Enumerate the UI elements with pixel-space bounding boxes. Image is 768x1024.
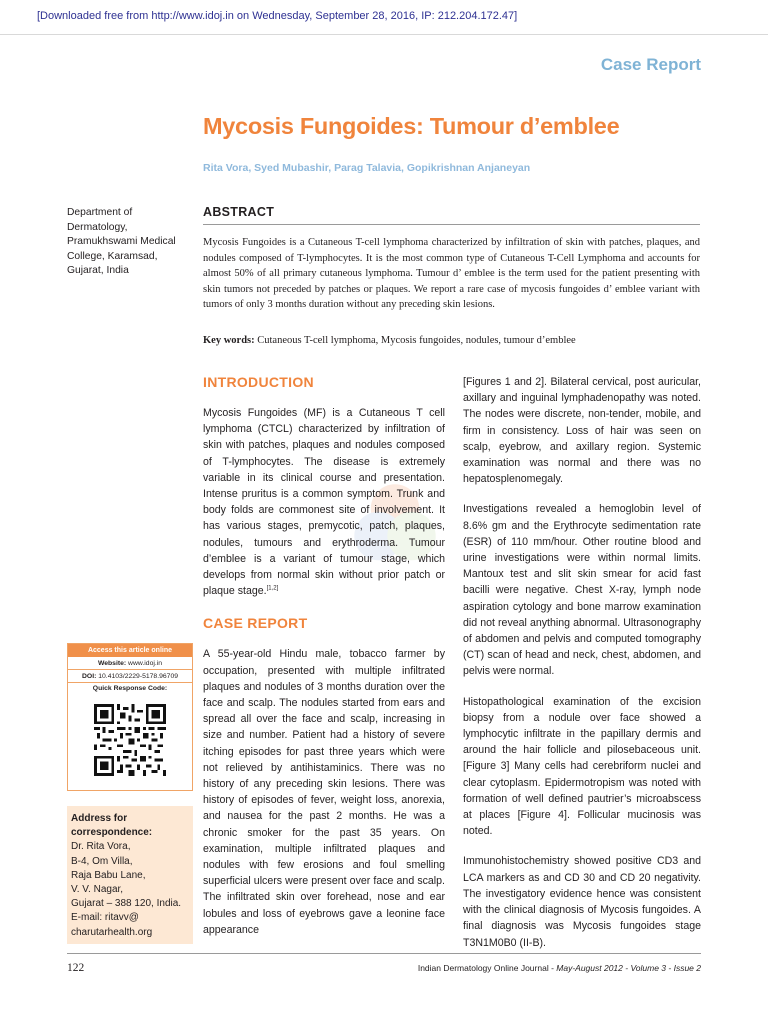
correspondence-address xyxy=(67,806,193,944)
affiliation-line: Gujarat, India xyxy=(67,265,129,276)
right-paragraph: Investigations revealed a hemoglobin level of 8.6% gm and the Erythrocyte sedimentation rate (ESR) of 110 mm/hour. Other routine blood and urine investigations were within normal limits. Mantoux test and slit skin smear for acid fast bacilli were negative. Chest X-ray, lymph node aspiration cytology and bone marrow examination did not reveal anything abnormal. Ultrasonography of abdomen and pelvis and computed tomography (CT) scan of head and neck, chest, abdomen, and pelvis were normal. xyxy=(463,503,701,678)
address-email[interactable]: E-mail: ritavv@ xyxy=(71,912,139,924)
header-divider xyxy=(0,34,768,35)
qr-code-icon[interactable] xyxy=(94,704,166,776)
journal-footer xyxy=(418,963,701,973)
address-email[interactable]: charutarhealth.org xyxy=(71,926,153,938)
introduction-citation: [1,2] xyxy=(266,585,279,592)
address-heading: Address for xyxy=(71,813,128,824)
access-article-box xyxy=(67,643,193,791)
address-line: B-4, Om Villa, xyxy=(71,855,133,867)
access-heading: Access this article online xyxy=(68,644,192,657)
website-label: Website: xyxy=(97,660,127,667)
affiliation-line: Pramukhswami Medical xyxy=(67,236,176,247)
affiliation-line: Dermatology, xyxy=(67,221,128,233)
doi-label: DOI: xyxy=(82,673,97,680)
affiliation xyxy=(67,206,192,279)
page-number: 122 xyxy=(67,962,85,974)
address-line: Dr. Rita Vora, xyxy=(71,841,131,853)
right-column xyxy=(463,374,701,965)
download-notice: [Downloaded free from http://www.idoj.in on Wednesday, September 28, 2016, IP: 212.204.172.47] xyxy=(37,10,518,22)
address-heading: correspondence: xyxy=(71,827,153,839)
keywords-text: Cutaneous T-cell lymphoma, Mycosis fungoides, nodules, tumour d’emblee xyxy=(254,335,576,346)
abstract-heading: ABSTRACT xyxy=(203,205,275,219)
right-paragraph: Immunohistochemistry showed positive CD3 and LCA markers as and CD 30 and CD 20 negativity. The investigatory evidence hence was consistent with the clinical diagnosis of Mycosis fungoides. A final diagnosis was Mycosis fungoides stage T3N1M0B0 (II-B). xyxy=(463,855,701,949)
website-link[interactable]: www.idoj.in xyxy=(126,660,163,667)
qr-label: Quick Response Code: xyxy=(92,685,168,692)
website-row[interactable] xyxy=(68,657,192,670)
doi-value[interactable]: 10.4103/2229-5178.96709 xyxy=(96,673,178,680)
introduction-text: Mycosis Fungoides (MF) is a Cutaneous T cell lymphoma (CTCL) characterized by infiltration of skin with patches, plaques and nodules composed of T-lymphocytes. The disease is extremely variable in its clinical course and presentation. Intense pruritus is a common symptom. Trunk and body folds are commonest site of involvement. It has various stages, premycotic, patch, plaques, nodules, tumours and erythroderma. Tumour d’emblee is a variant of tumour stage, which develops from normal skin without prior patch or plaque stage. xyxy=(203,407,445,598)
address-line: Gujarat – 388 120, India. xyxy=(71,898,182,910)
case-report-text: A 55-year-old Hindu male, tobacco farmer by occupation, presented with multiple infiltrated plaques and nodules of 3 months duration over the face and scalp. The nodules started from ears and spread all over the face and scalp, increasing in size and number. Patient had a history of severe itching episodes for past three years which were not relieved by antihistaminics. There was no history of any preceding skin lesions. There was history of episodes of fever, weight loss, anorexia, and nausea for the past 2 months. He was a chronic smoker for the past 35 years. On examination, multiple infiltrated plaques and nodules with few erosions and foul smelling superficial ulcers were present over face and scalp. The infiltrated skin over forehead, nose and ear lobules and loss of eyebrows gave a leonine face appearance xyxy=(203,648,445,936)
article-authors: Rita Vora, Syed Mubashir, Parag Talavia, Gopikrishnan Anjaneyan xyxy=(203,162,531,174)
keywords xyxy=(203,333,700,348)
journal-name: Indian Dermatology Online Journal - xyxy=(417,963,557,973)
introduction-heading: INTRODUCTION xyxy=(203,374,314,390)
doi-row[interactable] xyxy=(68,670,192,683)
affiliation-line: Department of xyxy=(67,207,133,218)
case-report-heading: CASE REPORT xyxy=(203,615,308,632)
abstract-divider xyxy=(203,224,700,225)
introduction-paragraph xyxy=(203,405,445,599)
journal-issue: May-August 2012 - Volume 3 - Issue 2 xyxy=(556,963,701,973)
footer-divider xyxy=(67,953,701,954)
address-line: Raja Babu Lane, xyxy=(71,869,146,881)
address-line: V. V. Nagar, xyxy=(71,884,124,896)
article-title: Mycosis Fungoides: Tumour d’emblee xyxy=(203,113,620,139)
keywords-label: Key words: xyxy=(203,335,255,346)
affiliation-line: College, Karamsad, xyxy=(67,250,158,262)
section-label: Case Report xyxy=(600,55,701,74)
left-column xyxy=(203,372,445,952)
right-paragraph: Histopathological examination of the excision biopsy from a nodule over face showed a lymphocytic infiltrate in the papillary dermis and around the hair follicle and pilosebaceous unit. [Figure 3] Many cells had cerebriform nuclei and clear cytoplasm. Epidermotropism was noted with formation of well defined pautrier’s microabscess at places [Figure 4]. Follicular mucinosis was noted. xyxy=(463,695,701,838)
abstract-text: Mycosis Fungoides is a Cutaneous T-cell lymphoma characterized by infiltration of skin with patches, plaques, and nodules composed of T-lymphocytes. It is the most common type of Cutaneous T-Cell Lymphoma and accounts for almost 50% of all primary cutaneous lymphoma. Tumour d’ emblee is the term used for the patient presenting with skin tumors not preceded by patches or plaques. We report a rare case of mycosis fungoides d’ emblee variant with tumors of only 3 months duration without any preceding skin lesions. xyxy=(203,237,700,311)
right-paragraph: [Figures 1 and 2]. Bilateral cervical, post auricular, axillary and inguinal lymphadenopathy was noted. The nodes were discrete, non-tender, mobile, and firm in consistency. Loss of hair was seen on scalp, eyebrow, and axillary region. Systemic examination was normal and there was no hepatosplenomegaly. xyxy=(463,376,701,486)
